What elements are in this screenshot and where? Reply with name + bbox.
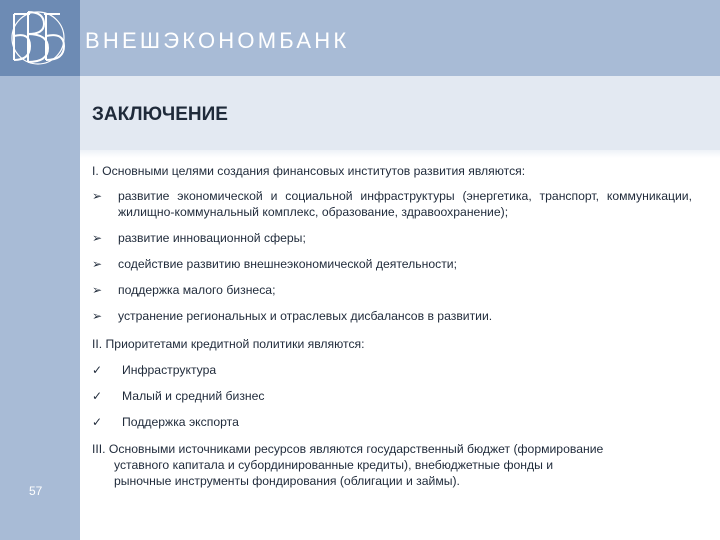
section-1-heading: I. Основными целями создания финансовых институтов развития являются: <box>92 164 526 178</box>
list-item: ➢ устранение региональных и отраслевых дисбалансов в развитии. <box>92 309 493 323</box>
section-3-line: III. Основными источниками ресурсов являются государственный бюджет (формирование <box>92 442 604 456</box>
section-3-paragraph <box>92 441 692 489</box>
list-item: ✓ Малый и средний бизнес <box>92 389 265 403</box>
list-item: ➢ содействие развитию внешнеэкономической деятельности; <box>92 257 458 271</box>
slide-title: ЗАКЛЮЧЕНИЕ <box>92 104 228 125</box>
check-bullet-icon: ✓ <box>92 389 103 403</box>
list-item: ✓ Инфраструктура <box>92 363 217 377</box>
title-band-fade <box>80 150 720 158</box>
list-item: ➢ развитие инновационной сферы; <box>92 231 306 245</box>
list-item: ➢ развитие экономической и социальной инфраструктуры (энергетика, транспорт, коммуникации, жилищно-коммунальный комплекс, образование, здравоохранение); <box>92 189 692 219</box>
arrow-bullet-icon: ➢ <box>92 189 103 203</box>
check-bullet-icon: ✓ <box>92 363 103 377</box>
section-1-list <box>92 188 692 324</box>
section-2-heading: II. Приоритетами кредитной политики являются: <box>92 337 365 351</box>
check-bullet-icon: ✓ <box>92 415 103 429</box>
page-number: 57 <box>29 484 43 498</box>
list-item: ✓ Поддержка экспорта <box>92 415 239 429</box>
bank-name: ВНЕШЭКОНОМБАНК <box>85 28 350 53</box>
arrow-bullet-icon: ➢ <box>92 231 103 245</box>
left-sidebar-band <box>0 0 80 540</box>
veb-monogram-icon <box>0 0 80 76</box>
arrow-bullet-icon: ➢ <box>92 283 103 297</box>
slide-content <box>92 163 692 489</box>
arrow-bullet-icon: ➢ <box>92 309 103 323</box>
section-2-list <box>92 362 692 430</box>
bank-logo <box>0 0 80 76</box>
list-item: ➢ поддержка малого бизнеса; <box>92 283 276 297</box>
section-3-line: уставного капитала и субординированные кредиты), внебюджетные фонды и <box>114 458 554 472</box>
section-3-line: рыночные инструменты фондирования (облигации и займы). <box>114 474 460 488</box>
arrow-bullet-icon: ➢ <box>92 257 103 271</box>
